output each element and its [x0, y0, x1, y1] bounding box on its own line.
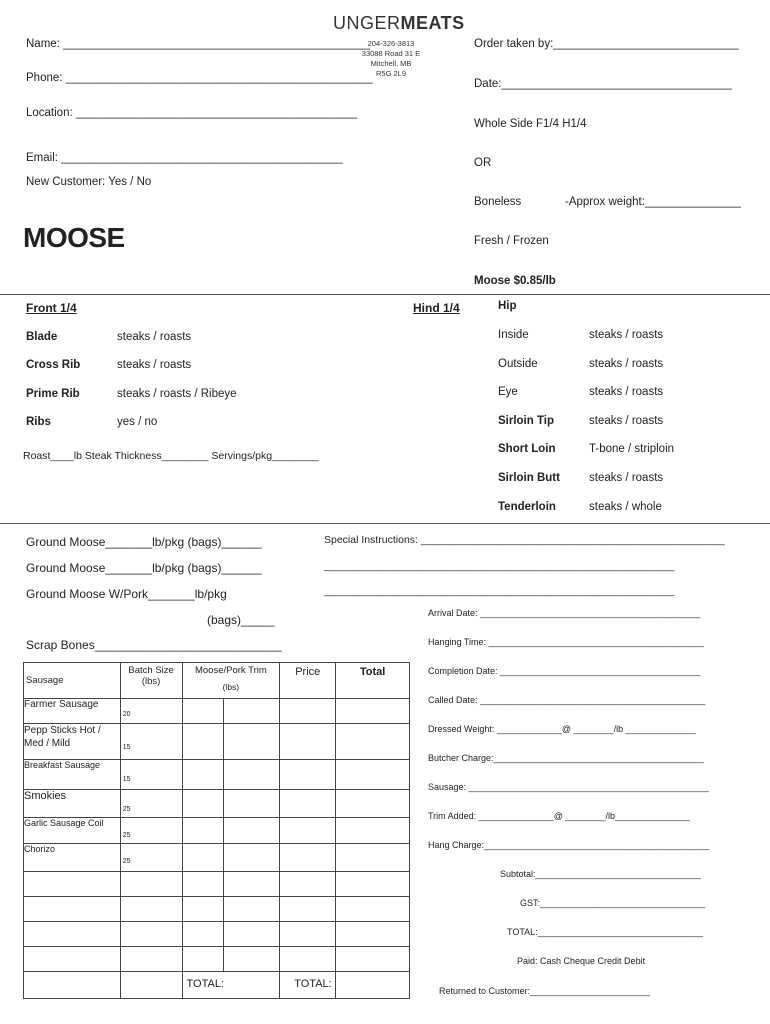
date-field[interactable]: Date:____________________________________: [474, 78, 732, 90]
row-name: Farmer Sausage: [24, 699, 121, 724]
header-trim-label: Moose/Pork Trim: [194, 665, 267, 676]
phone-field[interactable]: Phone: ________________________________________________: [26, 72, 373, 84]
row-batch[interactable]: 15: [120, 760, 182, 790]
or-label: OR: [474, 157, 492, 169]
table-row: [24, 947, 410, 972]
table-row: [24, 844, 410, 872]
returned-to-customer-field[interactable]: Returned to Customer:________________________: [439, 986, 651, 996]
table-row: [24, 790, 410, 818]
row-trim-lbs[interactable]: [224, 699, 280, 724]
hind-option-inside[interactable]: steaks / roasts: [589, 329, 664, 341]
row-trim[interactable]: [182, 699, 224, 724]
hind-option-eye[interactable]: steaks / roasts: [589, 386, 664, 398]
table-total-row: [24, 972, 410, 999]
cut-options[interactable]: Whole Side F1/4 H1/4: [474, 118, 587, 130]
table-row: [24, 872, 410, 897]
called-date-field[interactable]: Called Date: _____________________________________________: [428, 695, 706, 705]
dressed-weight-field[interactable]: Dressed Weight: _____________@ ________/lb ______________: [428, 724, 696, 734]
row-total[interactable]: [336, 790, 410, 818]
row-trim[interactable]: [182, 844, 224, 872]
payment-method[interactable]: Paid: Cash Cheque Credit Debit: [517, 956, 646, 966]
subtotal-field[interactable]: Subtotal:_________________________________: [500, 869, 701, 879]
hind-item-outside: Outside: [498, 358, 538, 370]
table-row: [24, 818, 410, 844]
row-name: Pepp Sticks Hot / Med / Mild: [24, 724, 121, 760]
order-taken-by-field[interactable]: Order taken by:_____________________________: [474, 38, 739, 50]
boneless-option[interactable]: Boneless: [474, 196, 522, 208]
location-field[interactable]: Location: ____________________________________________: [26, 107, 358, 119]
front-option-prime-rib[interactable]: steaks / roasts / Ribeye: [117, 388, 237, 400]
address-postal: R5G 2L9: [375, 69, 407, 78]
total-field[interactable]: TOTAL:_________________________________: [507, 927, 703, 937]
row-name: Garlic Sausage Coil: [24, 818, 121, 844]
table-row: [24, 897, 410, 922]
table-row: [24, 699, 410, 724]
row-name: Smokies: [24, 790, 121, 818]
header-trim-unit: (lbs): [222, 682, 240, 692]
address-street: 33088 Road 31 E: [361, 49, 421, 58]
hip-heading: Hip: [498, 300, 517, 312]
table-row: [24, 760, 410, 790]
ground-moose-pork-bags[interactable]: (bags)_____: [207, 613, 275, 627]
row-name: Chorizo: [24, 844, 121, 872]
front-option-cross-rib[interactable]: steaks / roasts: [117, 359, 192, 371]
hind-option-outside[interactable]: steaks / roasts: [589, 358, 664, 370]
row-trim[interactable]: [182, 818, 224, 844]
row-batch[interactable]: 25: [120, 790, 182, 818]
total-label-2: TOTAL:: [280, 972, 336, 999]
row-trim[interactable]: [182, 760, 224, 790]
row-trim-lbs[interactable]: [224, 760, 280, 790]
row-total[interactable]: [336, 818, 410, 844]
row-price[interactable]: [280, 724, 336, 760]
logo-light: UNGER: [333, 13, 401, 33]
header-trim: [182, 663, 280, 699]
price-label: Moose $0.85/lb: [474, 275, 556, 287]
row-trim-lbs[interactable]: [224, 790, 280, 818]
row-total[interactable]: [336, 699, 410, 724]
butcher-charge-field[interactable]: Butcher Charge:__________________________________________: [428, 753, 704, 763]
row-batch[interactable]: 25: [120, 818, 182, 844]
address-city: Mitchell, MB: [370, 59, 412, 68]
roast-line[interactable]: Roast____lb Steak Thickness________ Servings/pkg________: [23, 450, 319, 462]
hind-item-tenderloin: Tenderloin: [498, 501, 556, 513]
ground-moose-pork[interactable]: Ground Moose W/Pork_______lb/pkg: [26, 587, 227, 601]
row-batch[interactable]: 15: [120, 724, 182, 760]
grand-total-cell[interactable]: [336, 972, 410, 999]
name-field[interactable]: Name: ________________________________________________: [26, 38, 371, 50]
hind-item-sirloin-tip: Sirloin Tip: [498, 415, 555, 427]
special-instructions-field[interactable]: Special Instructions: ____________________________________________________: [324, 534, 725, 546]
row-total[interactable]: [336, 760, 410, 790]
row-trim[interactable]: [182, 790, 224, 818]
hind-option-tenderloin[interactable]: steaks / whole: [589, 501, 662, 513]
hind-item-sirloin-butt: Sirloin Butt: [498, 472, 560, 484]
new-customer-field[interactable]: New Customer: Yes / No: [26, 176, 152, 188]
hind-item-eye: Eye: [498, 386, 518, 398]
front-item-ribs: Ribs: [26, 416, 51, 428]
logo: [333, 13, 465, 34]
hind-quarter-heading: Hind 1/4: [413, 301, 460, 315]
row-total[interactable]: [336, 724, 410, 760]
front-item-blade: Blade: [26, 331, 58, 343]
trim-added-field[interactable]: Trim Added: _______________@ ________/lb_______________: [428, 811, 691, 821]
arrival-date-field[interactable]: Arrival Date: ____________________________________________: [428, 608, 701, 618]
front-quarter-heading: Front 1/4: [26, 301, 77, 315]
page-title: MOOSE: [23, 222, 125, 253]
front-option-ribs[interactable]: yes / no: [117, 416, 158, 428]
row-trim-lbs[interactable]: [224, 844, 280, 872]
approx-weight-field[interactable]: -Approx weight:_______________: [565, 196, 741, 208]
hind-item-inside: Inside: [498, 329, 529, 341]
hind-option-sirloin-butt[interactable]: steaks / roasts: [589, 472, 664, 484]
address-phone: 204-326-3813: [367, 39, 415, 48]
table-row: [24, 724, 410, 760]
special-instructions-line-2[interactable]: ____________________________________________________________: [324, 560, 675, 572]
row-price[interactable]: [280, 699, 336, 724]
hanging-time-field[interactable]: Hanging Time: ___________________________________________: [428, 637, 704, 647]
row-trim-lbs[interactable]: [224, 818, 280, 844]
front-item-cross-rib: Cross Rib: [26, 359, 81, 371]
hind-option-sirloin-tip[interactable]: steaks / roasts: [589, 415, 664, 427]
email-field[interactable]: Email: ____________________________________________: [26, 152, 343, 164]
table-row: [24, 922, 410, 947]
ground-moose-1[interactable]: Ground Moose_______lb/pkg (bags)______: [26, 535, 262, 549]
header-total: Total: [336, 663, 410, 699]
row-batch[interactable]: 20: [120, 699, 182, 724]
total-label-1: TOTAL:: [182, 972, 280, 999]
logo-bold: MEATS: [400, 13, 465, 33]
hang-charge-field[interactable]: Hang Charge:_____________________________________________: [428, 840, 710, 850]
fresh-frozen-option[interactable]: Fresh / Frozen: [474, 235, 549, 247]
row-name: Breakfast Sausage: [24, 760, 121, 790]
header-batch-size: Batch Size (lbs): [120, 663, 182, 699]
row-price[interactable]: [280, 844, 336, 872]
ground-moose-2[interactable]: Ground Moose_______lb/pkg (bags)______: [26, 561, 262, 575]
header-sausage: Sausage: [24, 663, 121, 699]
sausage-charge-field[interactable]: Sausage: ________________________________________________: [428, 782, 709, 792]
row-price[interactable]: [280, 818, 336, 844]
hind-option-short-loin[interactable]: T-bone / striploin: [589, 443, 675, 455]
gst-field[interactable]: GST:_________________________________: [520, 898, 706, 908]
completion-date-field[interactable]: Completion Date: ________________________________________: [428, 666, 701, 676]
front-item-prime-rib: Prime Rib: [26, 388, 80, 400]
header-price: Price: [280, 663, 336, 699]
scrap-bones[interactable]: Scrap Bones____________________________: [26, 638, 282, 652]
sausage-table: [23, 662, 410, 999]
divider-top: [0, 294, 770, 295]
row-price[interactable]: [280, 790, 336, 818]
row-price[interactable]: [280, 760, 336, 790]
special-instructions-line-3[interactable]: ____________________________________________________________: [324, 585, 675, 597]
row-trim-lbs[interactable]: [224, 724, 280, 760]
row-trim[interactable]: [182, 724, 224, 760]
divider-middle: [0, 523, 770, 524]
front-option-blade[interactable]: steaks / roasts: [117, 331, 192, 343]
row-total[interactable]: [336, 844, 410, 872]
hind-item-short-loin: Short Loin: [498, 443, 556, 455]
row-batch[interactable]: 25: [120, 844, 182, 872]
